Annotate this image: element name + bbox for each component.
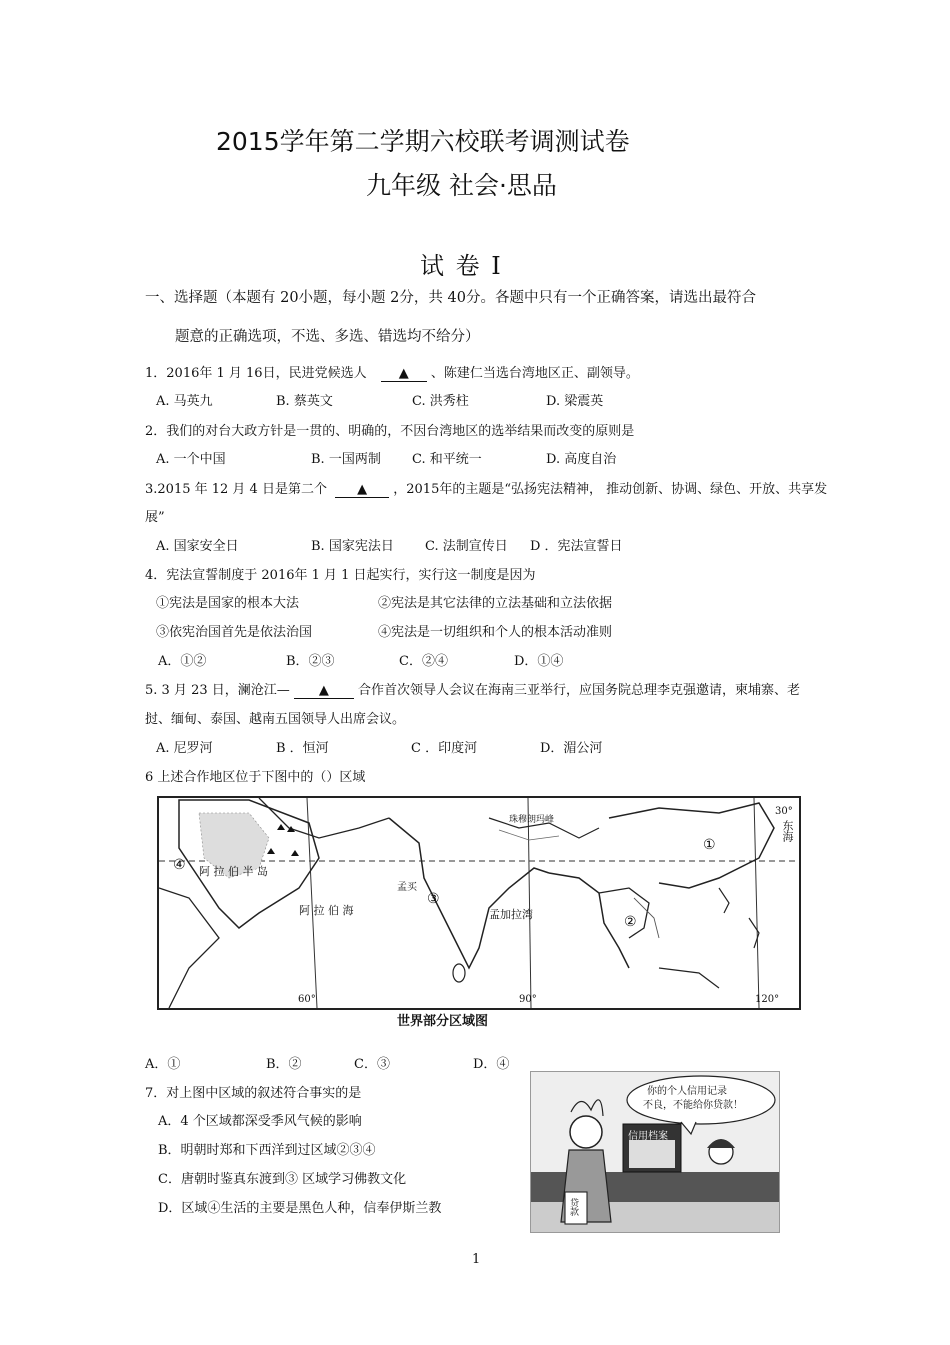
q7-option-a: A．4 个区域都深受季风气候的影响	[158, 1114, 362, 1129]
q2-option-c: C. 和平统一	[412, 452, 482, 467]
question-3-stem-after: ，2015年的主题是“弘扬宪法精神， 推动创新、协调、绿色、开放、共享发	[393, 482, 828, 497]
instructions-line2: 题意的正确选项，不选、多选、错选均不给分）	[175, 329, 480, 345]
q5-option-d: D．湄公河	[540, 741, 603, 756]
region-4-label: ④	[173, 857, 186, 873]
question-1	[145, 362, 639, 382]
section-title: 试 卷 I	[420, 252, 503, 280]
q1-option-b: B. 蔡英文	[276, 394, 333, 409]
q6-option-b: B．②	[266, 1057, 302, 1072]
bay-of-bengal-label: 孟加拉湾	[489, 908, 533, 921]
answer-blank: ▲	[335, 482, 389, 498]
world-region-map	[157, 796, 801, 1010]
bag-label: 贷款	[568, 1198, 578, 1216]
q7-option-c: C．唐朝时鉴真东渡到③ 区域学习佛教文化	[158, 1172, 407, 1187]
region-2-label: ②	[624, 914, 637, 930]
question-1-stem-before: 1．2016年 1 月 16日，民进党候选人	[145, 366, 367, 381]
question-6-stem: 6 上述合作地区位于下图中的（）区域	[145, 770, 366, 785]
q2-option-a: A. 一个中国	[156, 452, 226, 467]
q1-option-c: C. 洪秀柱	[412, 394, 469, 409]
q6-option-d: D．④	[473, 1057, 510, 1072]
exam-subtitle: 九年级 社会·思品	[366, 171, 557, 200]
q3-option-d: D ．宪法宣誓日	[530, 539, 623, 554]
exam-title: 2015学年第二学期六校联考调测试卷	[216, 127, 630, 156]
q2-option-d: D. 高度自治	[546, 452, 617, 467]
speech-line-1: 你的个人信用记录	[647, 1086, 727, 1097]
q4-option-a: A．①②	[158, 654, 207, 669]
q2-option-b: B. 一国两制	[311, 452, 381, 467]
everest-label: 珠穆朗玛峰	[509, 815, 555, 825]
question-3	[145, 478, 827, 498]
lon-90-label: 90°	[519, 994, 537, 1005]
question-3-stem-before: 3.2015 年 12 月 4 日是第二个	[145, 482, 327, 497]
q7-option-b: B．明朝时郑和下西洋到过区域②③④	[158, 1143, 376, 1158]
question-5-stem-before: 5. 3 月 23 日，澜沧江—	[145, 683, 290, 698]
q7-option-d: D．区域④生活的主要是黑色人种，信奉伊斯兰教	[158, 1201, 442, 1216]
q4-item-2: ②宪法是其它法律的立法基础和立法依据	[378, 596, 613, 611]
q3-option-a: A. 国家安全日	[156, 539, 239, 554]
q3-option-b: B. 国家宪法日	[311, 539, 394, 554]
question-7-stem: 7．对上图中区域的叙述符合事实的是	[145, 1086, 362, 1101]
arabian-sea-label: 阿 拉 伯 海	[299, 904, 354, 917]
q4-option-d: D．①④	[514, 654, 564, 669]
q1-option-a: A. 马英九	[156, 394, 213, 409]
q4-option-b: B．②③	[286, 654, 335, 669]
question-5	[145, 679, 800, 699]
answer-blank: ▲	[381, 366, 427, 382]
q4-item-4: ④宪法是一切组织和个人的根本活动准则	[378, 625, 613, 640]
question-5-line2: 挝、缅甸、泰国、越南五国领导人出席会议。	[145, 712, 406, 727]
map-caption: 世界部分区域图	[397, 1014, 489, 1029]
page-number: 1	[472, 1252, 481, 1267]
region-3-label: ③	[427, 891, 440, 907]
question-1-stem-after: 、陈建仁当选台湾地区正、副领导。	[430, 366, 639, 381]
region-1-label: ①	[703, 837, 716, 853]
q5-option-c: C ．印度河	[411, 741, 478, 756]
archive-sign: 信用档案	[628, 1131, 668, 1142]
question-2-stem: 2．我们的对台大政方针是一贯的、明确的，不因台湾地区的选举结果而改变的原则是	[145, 424, 635, 439]
q5-option-b: B ．恒河	[276, 741, 329, 756]
east-sea-label: 东海	[781, 820, 794, 842]
q4-option-c: C．②④	[399, 654, 448, 669]
question-4-stem: 4．宪法宣誓制度于 2016年 1 月 1 日起实行，实行这一制度是因为	[145, 568, 536, 583]
mumbai-label: 孟买	[397, 882, 417, 893]
question-5-stem-after: 合作首次领导人会议在海南三亚举行，应国务院总理李克强邀请，柬埔寨、老	[358, 683, 801, 698]
lat-30-label: 30°	[775, 806, 793, 817]
arabian-peninsula-label: 阿 拉 伯 半 岛	[199, 865, 268, 878]
q6-option-c: C．③	[354, 1057, 390, 1072]
q3-option-c: C. 法制宣传日	[425, 539, 508, 554]
instructions-line1: 一、选择题（本题有 20小题，每小题 2分，共 40分。各题中只有一个正确答案，请选出最符合	[145, 290, 756, 306]
map-graphic	[159, 798, 799, 1008]
q4-item-1: ①宪法是国家的根本大法	[156, 596, 300, 611]
speech-line-2: 不良，不能给你贷款！	[643, 1100, 743, 1111]
q5-option-a: A. 尼罗河	[156, 741, 213, 756]
q6-option-a: A．①	[145, 1057, 181, 1072]
question-3-line2: 展”	[145, 510, 165, 525]
credit-cartoon	[530, 1071, 780, 1233]
lon-120-label: 120°	[755, 994, 780, 1005]
answer-blank: ▲	[294, 683, 354, 699]
q1-option-d: D. 梁震英	[546, 394, 604, 409]
q4-item-3: ③依宪治国首先是依法治国	[156, 625, 313, 640]
lon-60-label: 60°	[298, 994, 316, 1005]
